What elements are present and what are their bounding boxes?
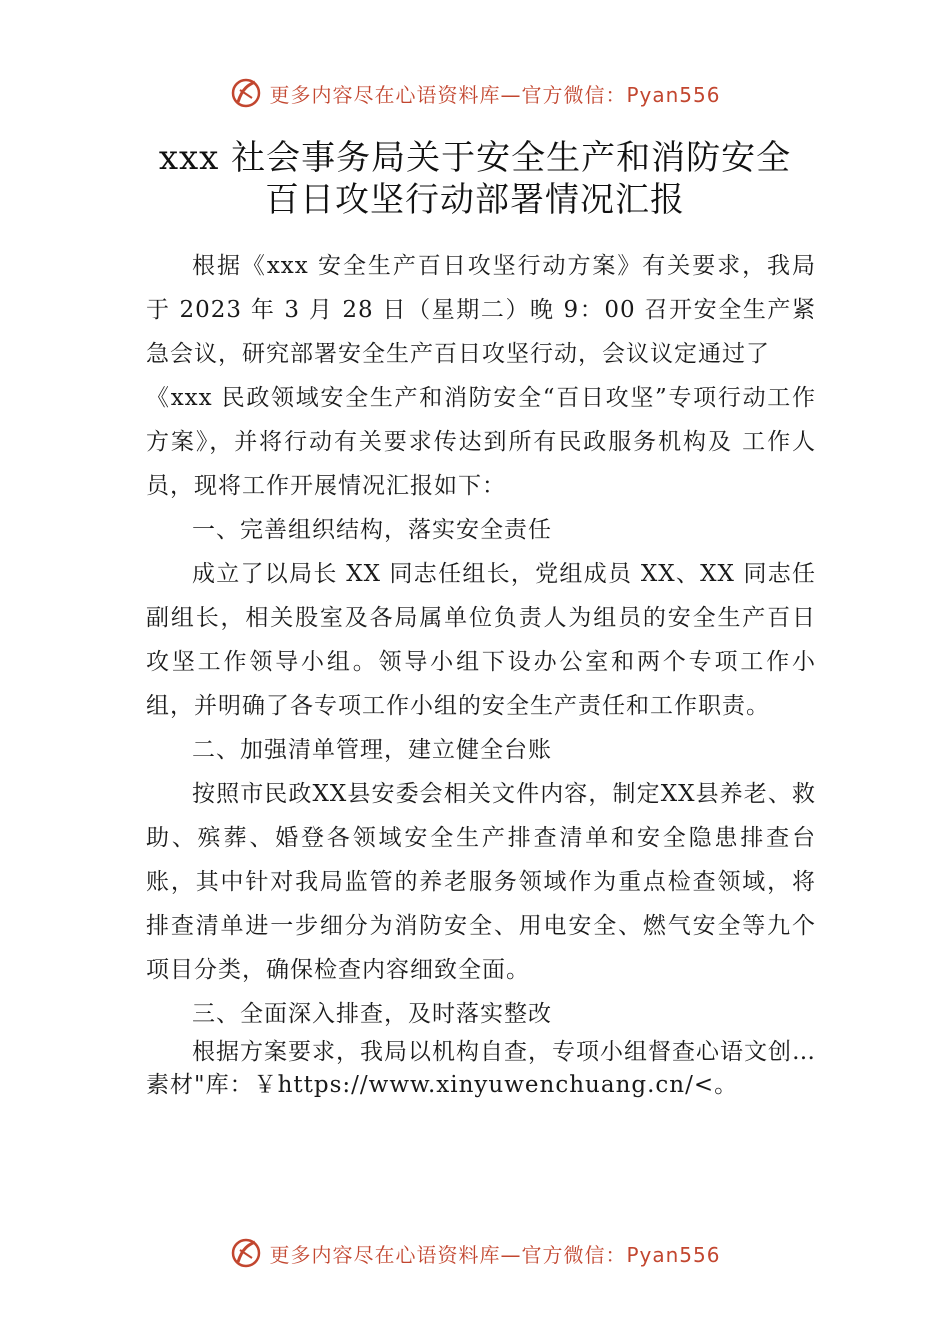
watermark-text: 更多内容尽在心语资料库—官方微信：Pyan556 [269,82,721,107]
section-heading-2: 二、加强清单管理，建立健全台账 [192,737,552,763]
section-heading-3: 三、全面深入排查，及时落实整改 [192,1001,552,1027]
watermark-header [0,76,950,110]
document-body [146,244,816,1102]
paragraph-inspection: 根据方案要求，我局以机构自查，专项小组督查心语文创…素材"库：￥https://www.xinyuwenchuang.cn/<。 [146,1039,816,1098]
seal-logo-icon [229,76,263,110]
paragraph-intro: 根据《xxx 安全生产百日攻坚行动方案》有关要求，我局于 2023 年 3 月 28 日（星期二）晚 9：00 召开安全生产紧急会议，研究部署安全生产百日攻坚行动，会议议定通过了 [146,253,816,367]
watermark-text: 更多内容尽在心语资料库—官方微信：Pyan556 [269,1242,721,1267]
section-heading-1: 一、完善组织结构，落实安全责任 [192,517,552,543]
paragraph-plan: 《xxx 民政领域安全生产和消防安全“百日攻坚”专项行动工作方案》，并将行动有关要求传达到所有民政服务机构及 工作人员，现将工作开展情况汇报如下： [146,385,816,499]
document-title-line-2: 百日攻坚行动部署情况汇报 [265,180,685,220]
seal-logo-icon [229,1236,263,1270]
paragraph-organization: 成立了以局长 XX 同志任组长，党组成员 XX、XX 同志任副组长，相关股室及各局属单位负责人为组员的安全生产百日攻坚工作领导小组。领导小组下设办公室和两个专项工作小组，并明确了各专项工作小组的安全生产责任和工作职责。 [146,561,816,719]
paragraph-checklist: 按照市民政XX县安委会相关文件内容，制定XX县养老、救助、殡葬、婚登各领域安全生产排查清单和安全隐患排查台账，其中针对我局监管的养老服务领域作为重点检查领域，将排查清单进一步细分为消防安全、用电安全、燃气安全等九个项目分类，确保检查内容细致全面。 [146,781,816,983]
document-title-line-1: xxx 社会事务局关于安全生产和消防安全 [158,138,792,178]
watermark-footer [0,1236,950,1270]
